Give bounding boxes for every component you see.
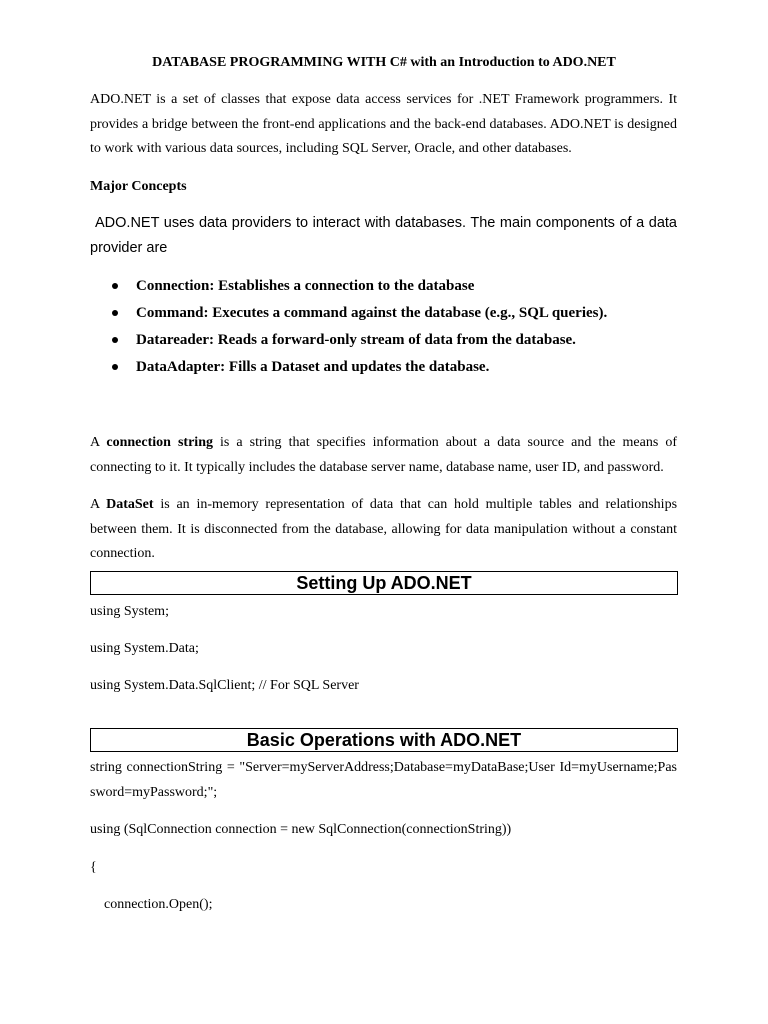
connection-string-code: string connectionString = "Server=myServerAddress;Database=myDataBase;User Id=myUsername;Password=myPassword;"; [90, 760, 677, 800]
major-concepts-heading: Major Concepts [90, 179, 187, 194]
basic-operations-heading: Basic Operations with ADO.NET [90, 728, 678, 752]
major-concepts-text: ADO.NET uses data providers to interact with databases. The main components of a data provider are [90, 215, 677, 256]
code-line: using System; [90, 604, 169, 619]
code-line: { [90, 860, 97, 875]
dataset-rest: is an in-memory representation of data that can hold multiple tables and relationships between them. It is disconnected from the database, allowing for data manipulation without a constant connection. [90, 497, 678, 561]
list-item: Datareader: Reads a forward-only stream of data from the database. [90, 330, 678, 357]
dataset-term: DataSet [106, 497, 154, 512]
code-line: using (SqlConnection connection = new SqlConnection(connectionString)) [90, 822, 512, 837]
components-list [90, 276, 678, 384]
code-line: using System.Data.SqlClient; // For SQL Server [90, 678, 359, 693]
setup-section-heading: Setting Up ADO.NET [90, 571, 678, 595]
connection-string-rest: is a string that specifies information about a data source and the means of connecting to it. It typically includes the database server name, database name, user ID, and password. [90, 435, 677, 475]
connection-string-prefix: A [90, 435, 100, 450]
code-line: connection.Open(); [104, 897, 213, 912]
connection-string-paragraph [90, 431, 677, 480]
dataset-prefix: A [90, 497, 100, 512]
list-item: Connection: Establishes a connection to the database [90, 276, 678, 303]
code-line: using System.Data; [90, 641, 199, 656]
dataset-paragraph [90, 493, 677, 567]
intro-paragraph: ADO.NET is a set of classes that expose data access services for .NET Framework programmers. It provides a bridge between the front-end applications and the back-end databases. ADO.NET is designed to work with various data sources, including SQL Server, Oracle, and other databases. [90, 92, 677, 156]
list-item: DataAdapter: Fills a Dataset and updates the database. [90, 357, 678, 384]
document-title: DATABASE PROGRAMMING WITH C# with an Introduction to ADO.NET [152, 55, 616, 70]
list-item: Command: Executes a command against the database (e.g., SQL queries). [90, 303, 678, 330]
connection-string-term: connection string [106, 435, 213, 450]
